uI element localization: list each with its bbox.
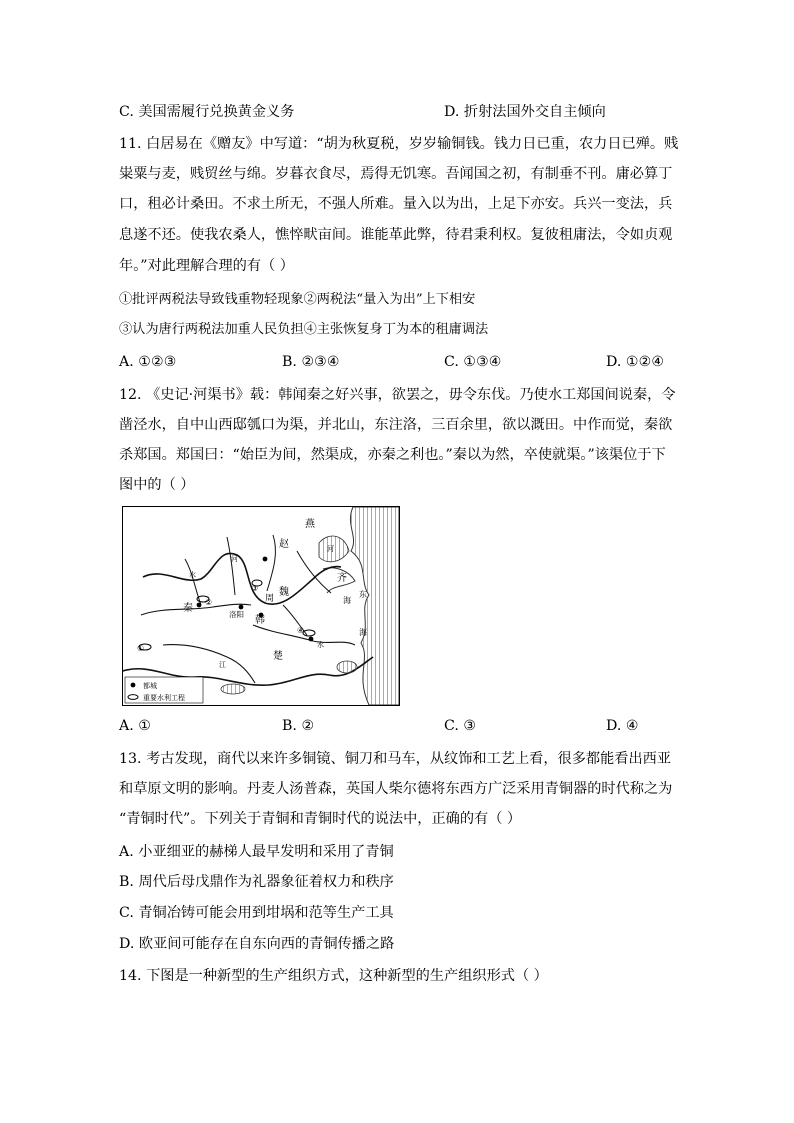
- yellow-river: [143, 553, 341, 604]
- q13-option-c: C. 青铜冶铸可能会用到坩埚和范等生产工具: [119, 905, 394, 921]
- capital-qin: [197, 603, 202, 608]
- marker-1: ①: [137, 644, 145, 653]
- label-shui-1: 水: [189, 571, 196, 579]
- q10-option-d: D. 折射法国外交自主倾向: [444, 104, 606, 120]
- label-han: 韩: [255, 615, 265, 626]
- dongting-lake: [221, 684, 245, 694]
- label-qin: 秦: [183, 603, 193, 614]
- label-wei: 魏: [279, 587, 289, 598]
- q12-option-a: A. ①: [119, 718, 151, 734]
- q11-statement-1: ①批评两税法导致钱重物轻现象②两税法“量入为出”上下相安: [119, 292, 476, 307]
- q12-line-1: 12. 《史记·河渠书》载：韩闻秦之好兴事，欲罢之，毋令东伐。乃使水工郑国间说秦，令: [119, 387, 676, 403]
- q11-line-1: 11. 白居易在《赠友》中写道：“胡为秋夏税，岁岁输铜钱。钱力日已重，农力日已殚。贱: [119, 136, 679, 152]
- q11-line-4: 息遂不还。使我农桑人，憔悴畎亩间。谁能革此弊，待君秉利权。复彼租庸法，令如贞观: [119, 227, 673, 243]
- q11-option-b: B. ②③④: [282, 354, 340, 370]
- q11-line-5: 年。”对此理解合理的有（ ）: [119, 258, 294, 274]
- q14-line-1: 14. 下图是一种新型的生产组织方式，这种新型的生产组织形式（ ）: [119, 968, 548, 984]
- q12-line-4: 图中的（ ）: [119, 477, 195, 493]
- q13-option-a: A. 小亚细亚的赫梯人最早发明和采用了青铜: [119, 844, 394, 860]
- q11-statement-2: ③认为唐行两税法加重人民负担④主张恢复身丁为本的租庸调法: [119, 322, 489, 337]
- q13-line-1: 13. 考古发现，商代以来许多铜镜、铜刀和马车，从纹饰和工艺上看，很多都能看出西亚: [119, 751, 672, 767]
- q12-option-c: C. ③: [444, 718, 477, 734]
- marker-2: ②: [205, 598, 213, 607]
- marker-4: ④: [297, 626, 305, 635]
- label-shui-2: 水: [317, 641, 324, 649]
- q11-option-a: A. ①②③: [119, 354, 177, 370]
- taihu-lake: [337, 661, 357, 673]
- luo-river: [185, 559, 201, 605]
- label-dong: 东: [359, 590, 367, 599]
- label-luoyang: 洛阳: [229, 610, 244, 619]
- bohai-gulf: [319, 536, 349, 562]
- legend-capital: 都城: [143, 682, 157, 690]
- q12-line-3: 杀郑国。郑国曰：“始臣为间，然渠成，亦秦之利也。”秦以为然，卒使就渠。”该渠位于下: [119, 447, 666, 463]
- capital-luoyang: [239, 605, 244, 610]
- fen-river: [227, 537, 235, 595]
- label-zhao: 赵: [279, 539, 289, 550]
- q13-option-b: B. 周代后母戊鼎作为礼器象征着权力和秩序: [119, 874, 394, 890]
- sea-area: [350, 507, 399, 705]
- label-zhou: 周: [265, 594, 275, 604]
- q10-option-c: C. 美国需履行兑换黄金义务: [119, 104, 295, 120]
- warring-states-map: [122, 506, 400, 706]
- q11-line-3: 口，租必计桑田。不求土所无，不强人所难。量入以为出，上足下亦安。兵兴一变法，兵: [119, 196, 673, 212]
- marker-3: ③: [251, 584, 259, 593]
- q11-option-d: D. ①②④: [606, 354, 665, 370]
- q12-option-b: B. ②: [282, 718, 315, 734]
- label-he-1: 河: [231, 555, 238, 563]
- q11-option-c: C. ①③④: [444, 354, 502, 370]
- label-hai-1: 海: [343, 596, 351, 605]
- label-yan: 燕: [305, 519, 315, 530]
- label-he-2: 河: [327, 545, 334, 553]
- legend-capital-icon: [131, 683, 136, 688]
- q12-line-2: 凿泾水，自中山西邸瓠口为渠，并北山，东注洛，三百余里，欲以溉田。中作而觉，秦欲: [119, 417, 673, 433]
- label-qi: 齐: [337, 573, 347, 584]
- q13-line-3: “青铜时代”。下列关于青铜和青铜时代的说法中，正确的有（ ）: [119, 811, 522, 827]
- zhang-river: [267, 535, 275, 591]
- q11-line-2: 粜粟与麦，贱贸丝与绵。岁暮衣食尽，焉得无饥寒。吾闻国之初，有制垂不刊。庸必算丁: [119, 166, 673, 182]
- label-jiang: 江: [219, 661, 226, 669]
- label-chu: 楚: [273, 651, 283, 662]
- label-hai-2: 海: [359, 628, 367, 637]
- capital-chu: [309, 637, 314, 642]
- legend-project: 重要水利工程: [143, 694, 185, 702]
- capital-zhao: [263, 557, 268, 562]
- q12-option-d: D. ④: [606, 718, 639, 734]
- q13-line-2: 和草原文明的影响。丹麦人汤普森，英国人柴尔德将东西方广泛采用青铜器的时代称之为: [119, 781, 673, 797]
- q13-option-d: D. 欧亚间可能存在自东向西的青铜传播之路: [119, 936, 395, 952]
